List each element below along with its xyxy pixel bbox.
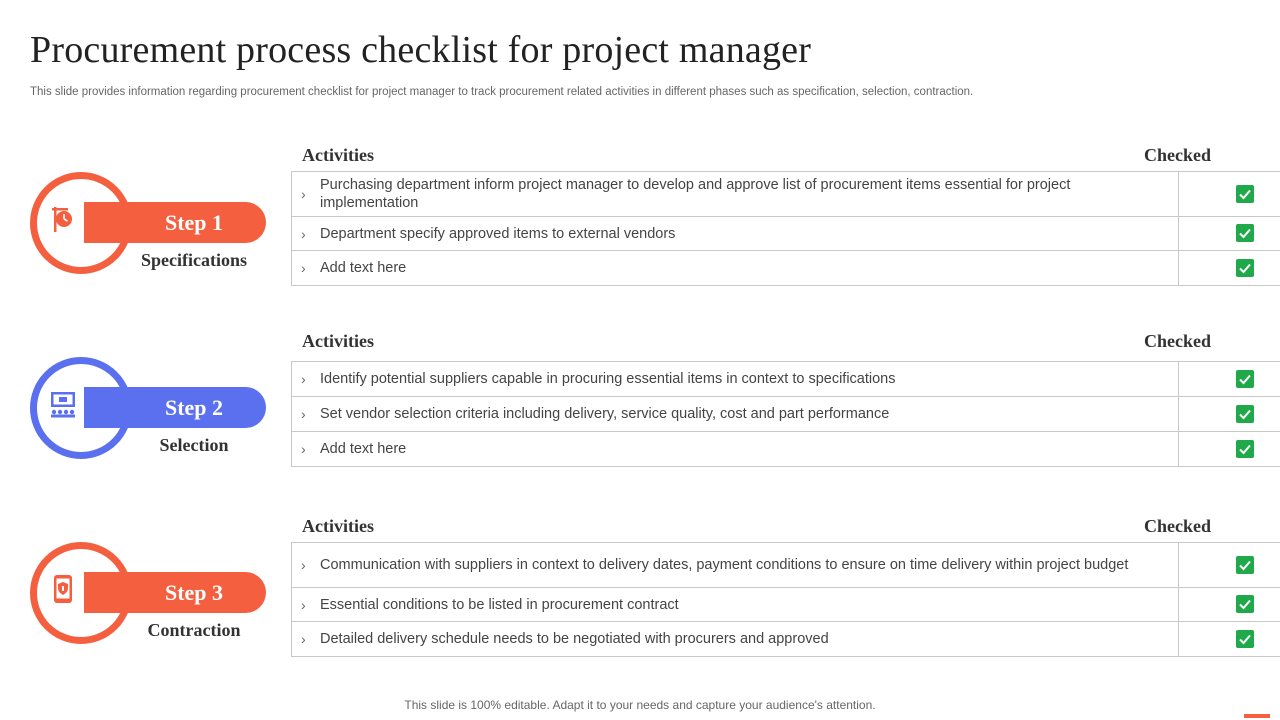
activity-text: Department specify approved items to external vendors: [320, 225, 676, 242]
chevron-right-icon: ›: [301, 596, 306, 613]
checkbox-checked-icon[interactable]: [1236, 370, 1254, 388]
chevron-right-icon: ›: [301, 225, 306, 242]
activity-text: Essential conditions to be listed in procurement contract: [320, 596, 679, 613]
table-row: [292, 588, 1280, 622]
activity-text: Add text here: [320, 441, 407, 457]
checkbox-checked-icon[interactable]: [1236, 595, 1254, 613]
step-1-badge: [30, 172, 270, 282]
checkbox-checked-icon[interactable]: [1236, 630, 1254, 648]
mobile-shield-icon: [48, 574, 78, 604]
page-title: Procurement process checklist for project manager: [30, 29, 812, 71]
activities-table: [291, 542, 1280, 657]
step-1-label: Step 1: [84, 202, 266, 243]
sign-post-icon: [48, 204, 78, 234]
table-row: [292, 543, 1280, 588]
chevron-right-icon: ›: [301, 441, 306, 457]
activity-text: Detailed delivery schedule needs to be negotiated with procurers and approved: [320, 631, 829, 647]
footer-note: This slide is 100% editable. Adapt it to your needs and capture your audience's attention.: [404, 698, 876, 712]
checkbox-checked-icon[interactable]: [1236, 440, 1254, 458]
step-2-label: Step 2: [84, 387, 266, 428]
chevron-right-icon: ›: [301, 557, 306, 573]
step-2-name: Selection: [159, 435, 229, 455]
chevron-right-icon: ›: [301, 186, 306, 202]
table-row: [292, 622, 1280, 657]
table-row: [292, 172, 1280, 217]
table-row: [292, 217, 1280, 251]
step-3-activities: [291, 516, 1242, 657]
table-row: [292, 251, 1280, 286]
chevron-right-icon: ›: [301, 260, 306, 276]
presentation-board-icon: [48, 389, 78, 419]
table-row: [292, 432, 1280, 467]
checkbox-checked-icon[interactable]: [1236, 556, 1254, 574]
activities-header: Activities: [302, 516, 374, 536]
chevron-right-icon: ›: [301, 631, 306, 647]
page-subtitle: This slide provides information regarding procurement checklist for project manager to track procurement related activities in different phases such as specification, selection, contraction.: [30, 86, 974, 98]
table-row: [292, 362, 1280, 397]
step-2-activities: [291, 331, 1242, 467]
checkbox-checked-icon[interactable]: [1236, 185, 1254, 203]
activities-header: Activities: [302, 331, 374, 351]
chevron-right-icon: ›: [301, 371, 306, 387]
step-3-label: Step 3: [84, 572, 266, 613]
step-1-name: Specifications: [141, 250, 247, 270]
step-2-badge: [30, 357, 270, 467]
checkbox-checked-icon[interactable]: [1236, 405, 1254, 423]
activity-text: Identify potential suppliers capable in procuring essential items in context to specifications: [320, 371, 896, 387]
activity-text: Purchasing department inform project manager to develop and approve list of procurement items essential for project implementation: [320, 177, 1071, 211]
activity-text: Communication with suppliers in context to delivery dates, payment conditions to ensure on time delivery within project budget: [320, 557, 1129, 573]
chevron-right-icon: ›: [301, 406, 306, 422]
activities-header: Activities: [302, 145, 374, 165]
checked-header: Checked: [1144, 331, 1211, 351]
corner-accent-bar: [1244, 714, 1270, 718]
activities-table: [291, 361, 1280, 467]
checkbox-checked-icon[interactable]: [1236, 259, 1254, 277]
activities-table: [291, 171, 1280, 286]
step-3-badge: [30, 542, 270, 652]
activity-text: Set vendor selection criteria including delivery, service quality, cost and part performance: [320, 406, 890, 422]
checked-header: Checked: [1144, 145, 1211, 165]
checkbox-checked-icon[interactable]: [1236, 224, 1254, 242]
table-row: [292, 397, 1280, 432]
checked-header: Checked: [1144, 516, 1211, 536]
step-1-activities: [291, 145, 1242, 286]
activity-text: Add text here: [320, 260, 407, 276]
step-3-name: Contraction: [147, 620, 241, 640]
